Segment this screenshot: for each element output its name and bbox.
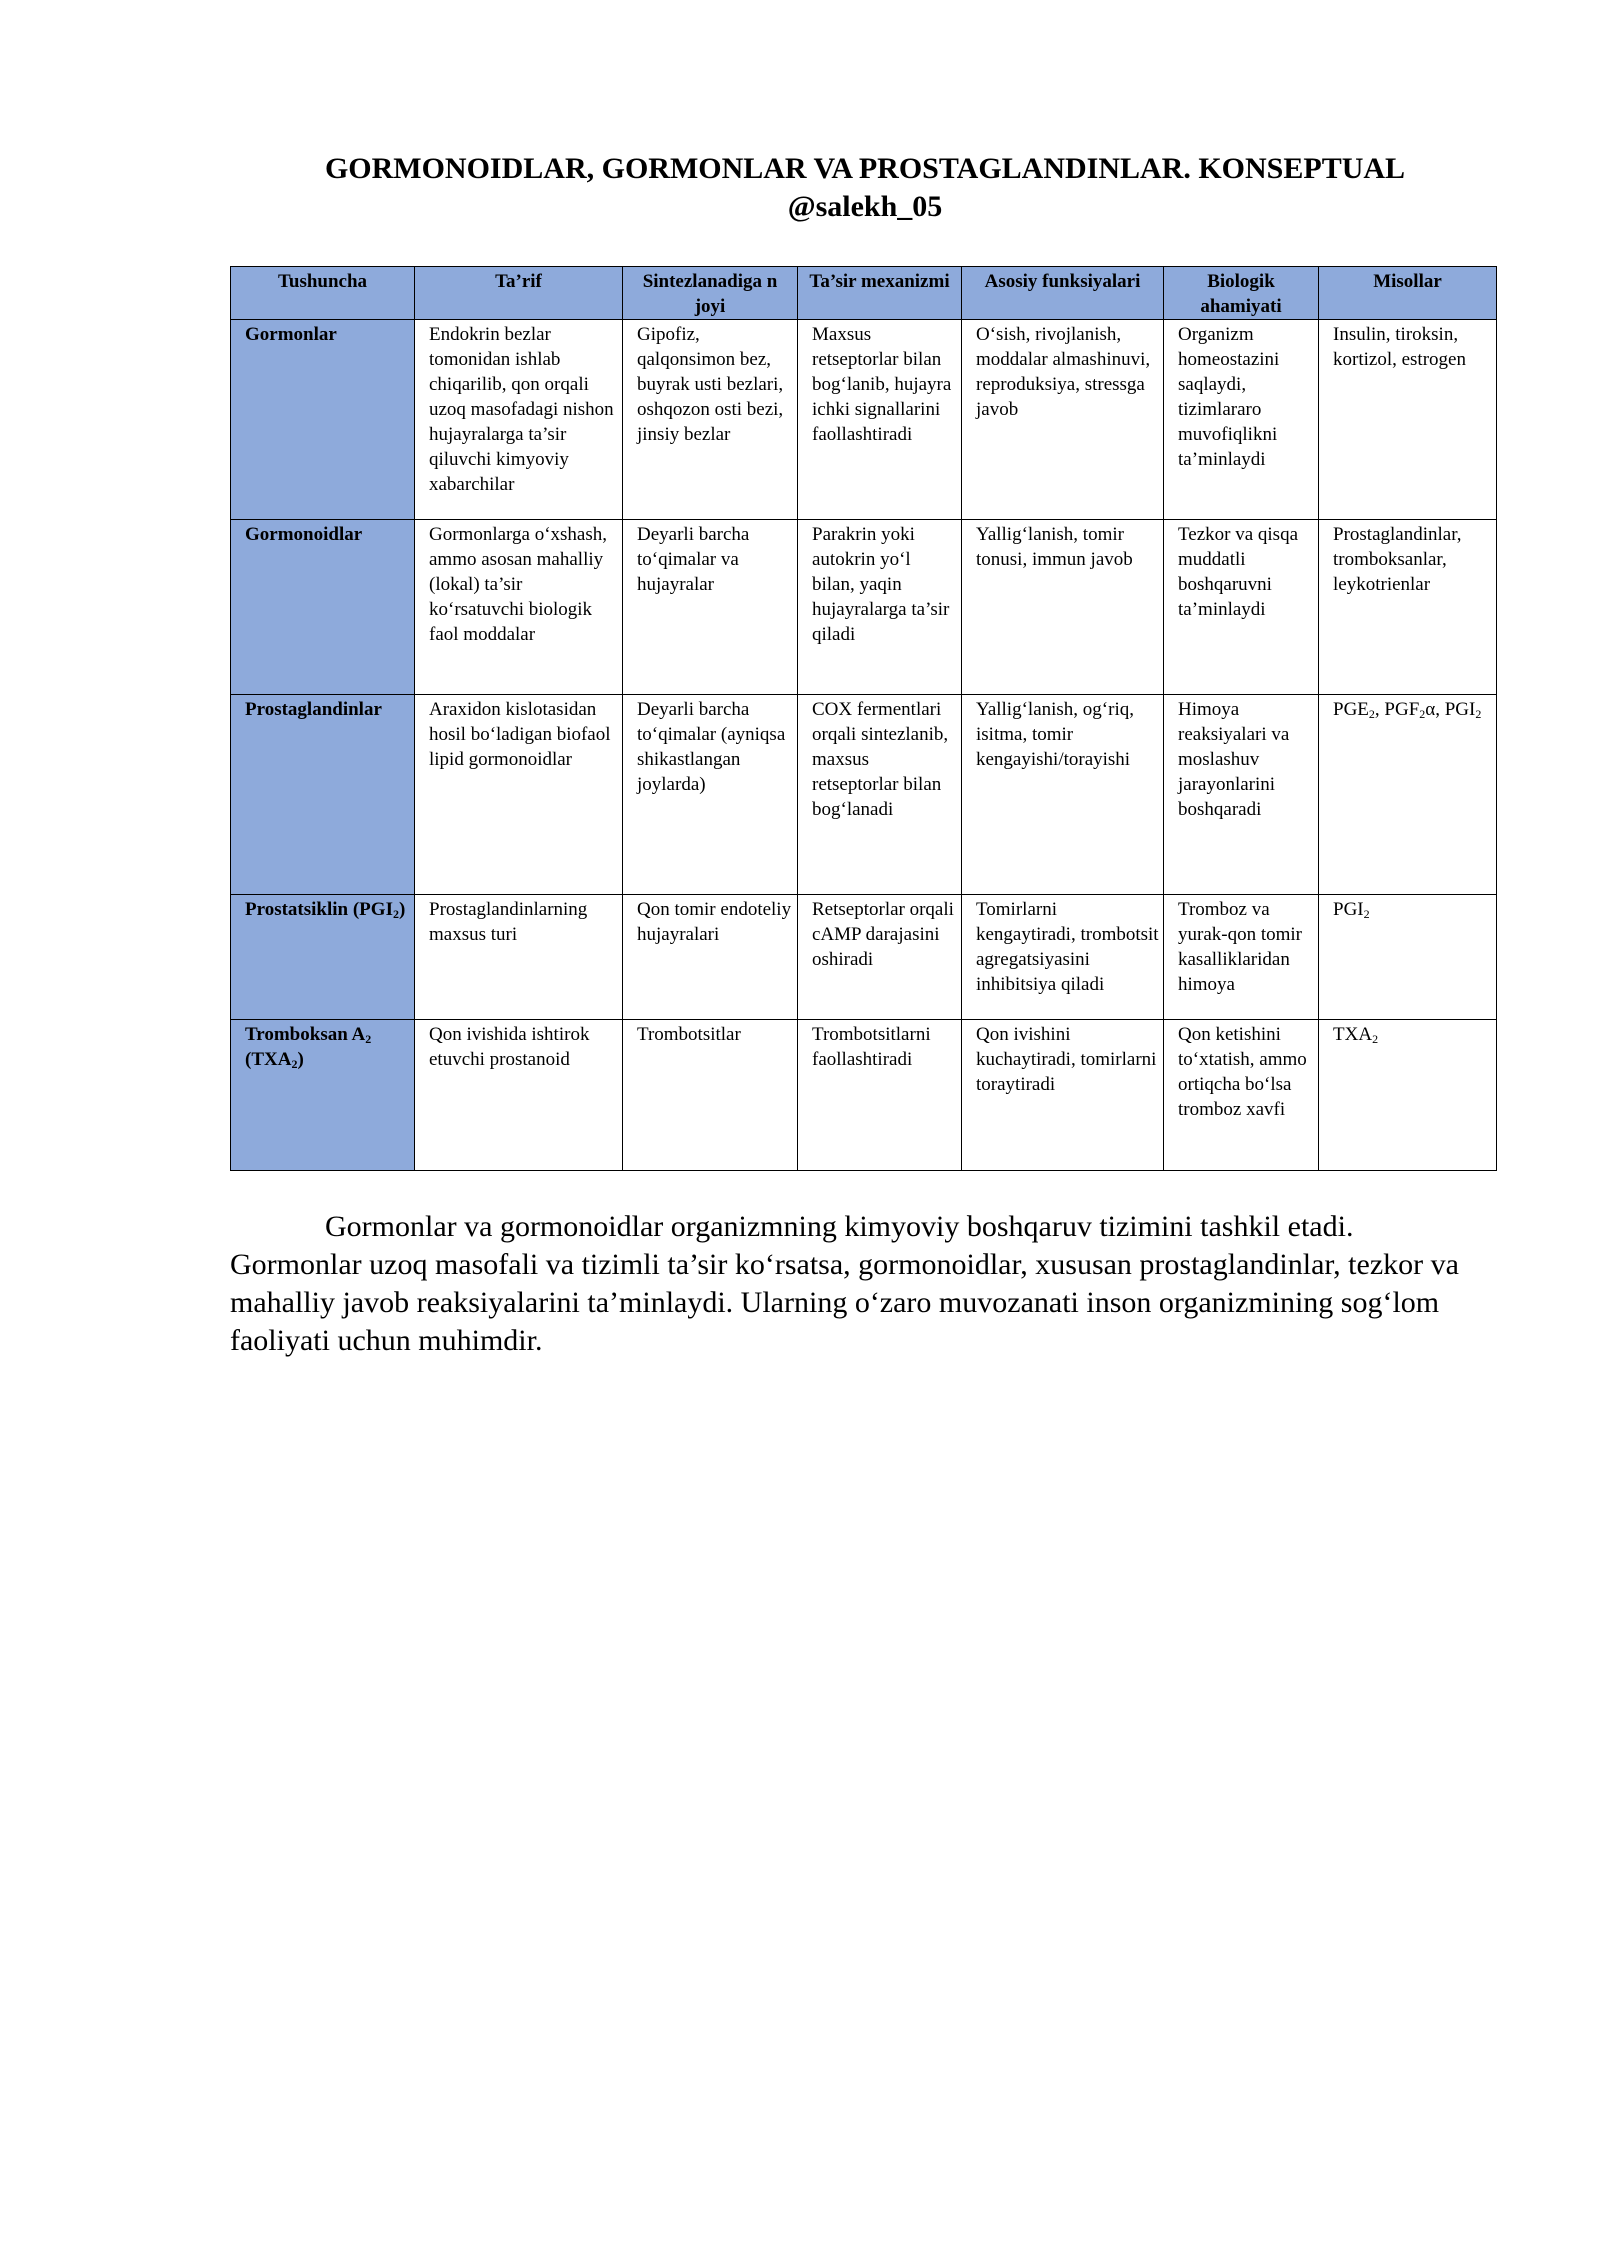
misol-text: TXA [1333, 1024, 1373, 1045]
subscript: 2 [291, 1057, 298, 1071]
subscript: 2 [365, 1032, 372, 1046]
subscript: 2 [1368, 707, 1375, 721]
header-sintez-joyi: Sintezlanadiga n joyi [623, 267, 798, 320]
misol-cell [1319, 895, 1497, 1020]
ahamiyat-cell: Qon ketishini to‘xtatish, ammo ortiqcha bo‘lsa tromboz xavfi [1164, 1020, 1319, 1171]
header-biologik-ahamiyati: Biologik ahamiyati [1164, 267, 1319, 320]
subscript: 2 [1419, 707, 1426, 721]
funksiya-cell: O‘sish, rivojlanish, moddalar almashinuvi, reproduksiya, stressga javob [962, 320, 1164, 520]
funksiya-cell: Yallig‘lanish, og‘riq, isitma, tomir kengayishi/torayishi [962, 695, 1164, 895]
joyi-cell: Trombotsitlar [623, 1020, 798, 1171]
tarif-cell: Endokrin bezlar tomonidan ishlab chiqarilib, qon orqali uzoq masofadagi nishon hujayralarga ta’sir qiluvchi kimyoviy xabarchilar [415, 320, 623, 520]
paragraph-body: Gormonlar uzoq masofali va tizimli ta’sir ko‘rsatsa, gormonoidlar, xususan prostaglandinlar, tezkor va mahalliy javob reaksiyalarini ta’minlaydi. Ularning o‘zaro muvozanati inson organizmining sog‘lom faoliyati uchun muhimdir. [230, 1248, 1459, 1357]
tarif-cell: Gormonlarga o‘xshash, ammo asosan mahalliy (lokal) ta’sir ko‘rsatuvchi biologik faol moddalar [415, 520, 623, 695]
subscript: 2 [1475, 707, 1482, 721]
paragraph-first-line: Gormonlar va gormonoidlar organizmning kimyoviy boshqaruv tizimini tashkil etadi. [325, 1210, 1354, 1243]
header-tasir-mexanizmi: Ta’sir mexanizmi [798, 267, 962, 320]
subscript: 2 [1372, 1032, 1379, 1046]
subscript: 2 [1363, 907, 1370, 921]
tarif-cell: Prostaglandinlarning maxsus turi [415, 895, 623, 1020]
ahamiyat-cell: Organizm homeostazini saqlaydi, tizimlararo muvofiqlikni ta’minlaydi [1164, 320, 1319, 520]
row-header-text: (TXA [245, 1049, 292, 1070]
title-line-2: @salekh_05 [787, 190, 943, 223]
row-header-cell: Prostaglandinlar [231, 695, 415, 895]
tarif-cell: Araxidon kislotasidan hosil bo‘ladigan biofaol lipid gormonoidlar [415, 695, 623, 895]
header-misollar: Misollar [1319, 267, 1497, 320]
joyi-cell: Gipofiz, qalqonsimon bez, buyrak usti bezlari, oshqozon osti bezi, jinsiy bezlar [623, 320, 798, 520]
ahamiyat-cell: Tromboz va yurak-qon tomir kasalliklaridan himoya [1164, 895, 1319, 1020]
table-row [231, 895, 1497, 1020]
misol-cell [1319, 695, 1497, 895]
tarif-cell: Qon ivishida ishtirok etuvchi prostanoid [415, 1020, 623, 1171]
mexanizm-cell: COX fermentlari orqali sintezlanib, maxsus retseptorlar bilan bog‘lanadi [798, 695, 962, 895]
table-row [231, 695, 1497, 895]
joyi-cell: Deyarli barcha to‘qimalar (ayniqsa shikastlangan joylarda) [623, 695, 798, 895]
header-asosiy-funksiyalari: Asosiy funksiyalari [962, 267, 1164, 320]
ahamiyat-cell: Tezkor va qisqa muddatli boshqaruvni ta’minlaydi [1164, 520, 1319, 695]
row-header-text: ) [297, 1049, 304, 1070]
summary-paragraph [230, 1208, 1500, 1360]
row-header-cell: Gormonoidlar [231, 520, 415, 695]
funksiya-cell: Tomirlarni kengaytiradi, trombotsit agregatsiyasini inhibitsiya qiladi [962, 895, 1164, 1020]
mexanizm-cell: Maxsus retseptorlar bilan bog‘lanib, hujayra ichki signallarini faollashtiradi [798, 320, 962, 520]
mexanizm-cell: Retseptorlar orqali cAMP darajasini oshiradi [798, 895, 962, 1020]
concept-table [230, 266, 1497, 1171]
misol-text: , PGF [1374, 699, 1420, 720]
row-header-text: ) [398, 899, 406, 920]
row-header-text: Prostatsiklin (PGI [245, 899, 393, 920]
row-header-cell [231, 1020, 415, 1171]
misol-text: α, PGI [1425, 699, 1476, 720]
joyi-cell: Qon tomir endoteliy hujayralari [623, 895, 798, 1020]
document-title [230, 150, 1500, 226]
row-header-text: Tromboksan A [245, 1024, 366, 1045]
header-tushuncha: Tushuncha [231, 267, 415, 320]
misol-cell: Prostaglandinlar, tromboksanlar, leykotrienlar [1319, 520, 1497, 695]
table-header-row [231, 267, 1497, 320]
misol-text: PGE [1333, 699, 1369, 720]
title-line-1: GORMONOIDLAR, GORMONLAR VA PROSTAGLANDINLAR. KONSEPTUAL [324, 152, 1406, 185]
funksiya-cell: Qon ivishini kuchaytiradi, tomirlarni toraytiradi [962, 1020, 1164, 1171]
mexanizm-cell: Parakrin yoki autokrin yo‘l bilan, yaqin hujayralarga ta’sir qiladi [798, 520, 962, 695]
header-tarif: Ta’rif [415, 267, 623, 320]
funksiya-cell: Yallig‘lanish, tomir tonusi, immun javob [962, 520, 1164, 695]
misol-cell [1319, 1020, 1497, 1171]
ahamiyat-cell: Himoya reaksiyalari va moslashuv jarayonlarini boshqaradi [1164, 695, 1319, 895]
subscript: 2 [392, 907, 399, 921]
table-row [231, 320, 1497, 520]
table-row [231, 520, 1497, 695]
row-header-cell: Gormonlar [231, 320, 415, 520]
joyi-cell: Deyarli barcha to‘qimalar va hujayralar [623, 520, 798, 695]
table-row [231, 1020, 1497, 1171]
row-header-cell [231, 895, 415, 1020]
misol-cell: Insulin, tiroksin, kortizol, estrogen [1319, 320, 1497, 520]
misol-text: PGI [1333, 899, 1364, 920]
mexanizm-cell: Trombotsitlarni faollashtiradi [798, 1020, 962, 1171]
